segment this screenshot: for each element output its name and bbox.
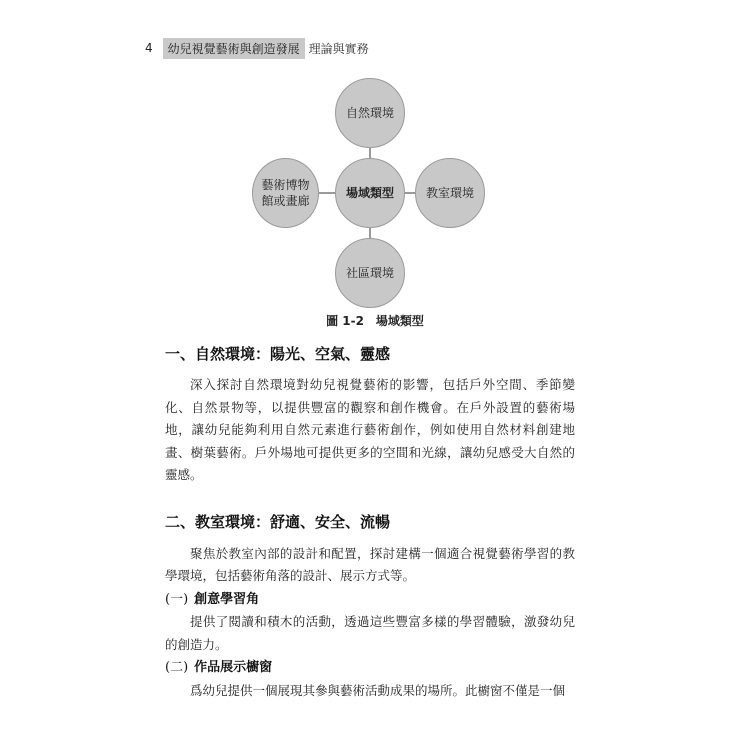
node-community-environment — [335, 238, 405, 308]
section1-heading: 一、自然環境：陽光、空氣、靈感 — [165, 345, 391, 363]
section1-paragraph: 深入探討自然環境對幼兒視覺藝術的影響，包括戶外空間、季節變化、自然景物等，以提供豐富的觀察和創作機會。在戶外設置的藝術場地，讓幼兒能夠利用自然元素進行藝術創作，例如使用自然材料創建地畫、樹葉藝術。戶外場地可提供更多的空間和光線，讓幼兒感受大自然的靈感。 — [165, 377, 575, 482]
node-label: 場域類型 — [345, 185, 394, 200]
book-title: 幼兒視覺藝術與創造發展 — [163, 38, 305, 59]
subsection2-paragraph: 爲幼兒提供一個展現其參與藝術活動成果的場所。此櫥窗不僅是一個 — [190, 682, 566, 698]
body-text — [165, 343, 575, 702]
section-tag: 理論與實務 — [308, 41, 369, 56]
subsection2-title: 作品展示櫥窗 — [194, 660, 273, 675]
node-field-types-center — [335, 158, 405, 228]
node-label-line2: 館或畫廊 — [261, 194, 310, 208]
section2-heading: 二、教室環境：舒適、安全、流暢 — [165, 512, 391, 531]
subsection2-heading — [165, 657, 575, 680]
node-natural-environment — [335, 78, 405, 148]
field-types-diagram — [0, 0, 750, 330]
node-label-line1: 藝術博物 — [261, 177, 310, 192]
node-classroom-environment — [415, 158, 485, 228]
node-label: 社區環境 — [345, 265, 394, 280]
node-label — [261, 177, 309, 209]
subsection1-title: 創意學習角 — [194, 591, 260, 607]
node-label: 自然環境 — [345, 105, 394, 120]
page-number: 4 — [145, 41, 153, 55]
node-label: 教室環境 — [425, 185, 474, 200]
node-museum-gallery — [252, 158, 319, 228]
subsection1-number: (一) — [165, 591, 189, 607]
figure-caption: 圖 1-2 場域類型 — [326, 314, 424, 328]
subsection2-number: (二) — [165, 660, 189, 675]
subsection1-paragraph: 提供了閱讀和積木的活動，透過這些豐富多樣的學習體驗，激發幼兒的創造力。 — [165, 614, 575, 652]
subsection1-heading — [165, 589, 575, 612]
section2-paragraph: 聚焦於教室內部的設計和配置，探討建構一個適合視覺藝術學習的教學環境，包括藝術角落的設計、展示方式等。 — [165, 545, 575, 583]
